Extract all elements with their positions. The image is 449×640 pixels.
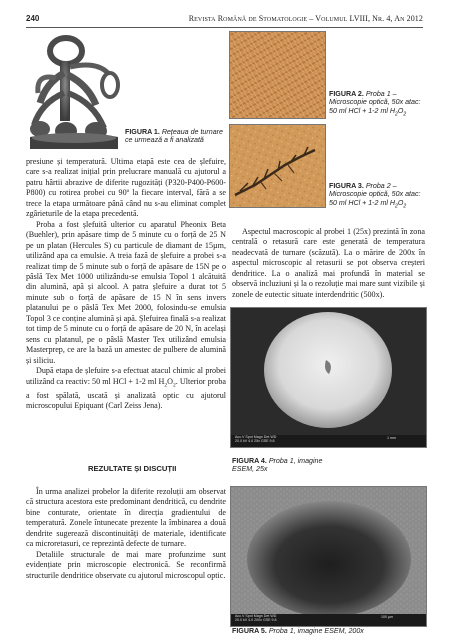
left-p3-o: O	[167, 376, 174, 386]
figure-2-sub: 2	[395, 111, 398, 118]
left-paragraph-3	[26, 366, 226, 411]
figure-4-overlay-line-1: Acc.V Spot Magn Det WD	[235, 435, 277, 439]
left-paragraph-1: presiune și temperatură. Ultima etapă este cea de șlefuire, care s-a realizat inițial prin prelucrare manuală cu ajutorul a patru hârtii abrazive de diferite rugozități (P320-P400-P600-P800) cu rotirea probei cu 90º la fiecare interval, fără a se trece la etapa următoare până când nu s-au eliminat complet zgârieturile de la etapa precedentă.	[26, 157, 226, 219]
figure-5-scale: 100 µm	[381, 615, 394, 619]
figure-3-sub: 2	[395, 203, 398, 210]
left-p3-sub2: 2	[173, 382, 176, 389]
left-column-lower	[26, 487, 226, 581]
figure-3-end: O	[397, 198, 404, 207]
right-paragraph-1: Aspectul macroscopic al probei 1 (25x) prezintă în zona centrală o retasură care este generată de temperatura neadecvată de turnare (scăzută). La o mărire de 200x în aspectul microscopic al retasurii se pot observa creșteri dendritice. La o analiză mai profundă în material se observă incluziuni și la o rezoluție mai mare sunt vizibile și zonele de eutectic situate interdendritic (500x).	[232, 227, 425, 299]
figure-1-label: FIGURA 1.	[125, 128, 160, 136]
left-p3-a: După etapa de șlefuire s-a efectuat atacul chimic al probei utilizând ca reactiv: 50 ml HCl + 1-2 ml H	[26, 366, 226, 386]
figure-2-end: O	[397, 106, 404, 115]
figure-5-text: Proba 1, imagine ESEM, 200x	[268, 627, 364, 635]
header-rule	[26, 27, 423, 28]
figure-1-text: Rețeaua de turnare ce urmează a fi analizată	[125, 128, 223, 145]
left-paragraph-4: În urma analizei probelor la diferite rezoluții am observat că structura acestora este predominant dendritică, cu dendrite bine conturate, orientate în direcția gradientului de temperatură. Zonele întunecate prezente la îmbinarea a două dendrite sugerează discontinuități de materiale, identificate ca microretasuri, ce reprezintă defecte de turnare.	[26, 487, 226, 549]
figure-5-caption	[232, 627, 432, 635]
figure-2-text: Proba 1 – Microscopie optică, 50x atac: 50 ml HCl + 1-2 ml H	[329, 90, 421, 115]
figure-5-overlay-line-2: 20.0 kV 4.0 200x GSE 9.8	[235, 618, 277, 623]
figure-5-overlay-line-1: Acc.V Spot Magn Det WD	[235, 614, 277, 618]
figure-3-sub2: 2	[403, 203, 407, 210]
figure-3-image	[229, 124, 326, 208]
figure-4-caption	[232, 457, 332, 474]
left-p3-end: . Ulterior proba a fost spălată, uscată și analizată optic cu ajutorul microscopului Epiquant (Carl Zeiss Jena).	[26, 376, 227, 411]
figure-3-caption	[329, 182, 425, 211]
figure-2-image	[229, 31, 326, 119]
figure-2-label: FIGURA 2.	[329, 90, 364, 98]
figure-5-label: FIGURA 5.	[232, 627, 267, 635]
figure-4-overlay	[235, 435, 276, 444]
figure-1-caption	[125, 128, 227, 145]
figure-1-image	[26, 33, 122, 153]
left-column-upper	[26, 157, 226, 411]
left-p3-sub: 2	[164, 382, 168, 389]
figure-3-label: FIGURA 3.	[329, 182, 364, 190]
figure-2-caption	[329, 90, 425, 119]
right-column-text	[232, 227, 425, 300]
journal-header: Revista Română de Stomatologie – Volumul LVIII, Nr. 4, An 2012	[188, 14, 423, 23]
figure-4-scale: 1 mm	[387, 436, 396, 440]
figure-4-text: Proba 1, imagine ESEM, 25x	[232, 457, 323, 474]
left-paragraph-5: Detaliile structurale de mai mare profunzime sunt evidențiate prin microscopie electronică. Se reconfirmă structurile dendritice observate cu ajutorul microscopul optic.	[26, 549, 226, 580]
page-number: 240	[26, 14, 40, 23]
figure-3-text: Proba 2 – Microscopie optică, 50x atac: 50 ml HCl + 1-2 ml H	[329, 182, 421, 207]
figure-5-image	[230, 486, 427, 627]
figure-4-image	[230, 307, 427, 448]
figure-4-label: FIGURA 4.	[232, 457, 267, 465]
figure-2-sub2: 2	[403, 111, 407, 118]
figure-4-overlay-line-2: 20.0 kV 4.0 25x GSE 9.8	[235, 439, 275, 444]
section-heading: REZULTATE ȘI DISCUȚII	[88, 464, 177, 473]
left-paragraph-2: Proba a fost șlefuită ulterior cu aparatul Pheonix Beta (Buehler), prin apăsare timp de 5 minute cu o forță de 25 N pe un platan (Hercules S) cu particule de diamant de 15µm, utilizând apa ca emulsie. A treia fază de șlefuire a probei s-a realizat timp de 5 minute sub o forță de apăsare de 15N pe o pâslă Tex Met 1000 utilizându-se emulsia Topol 1 alcătuită din alumină, apă și alcool. A patra șlefuire a durat tot 5 minute sub o forță de apăsare de 15 N în sens invers platanului pe o pâslă Tex Met 2000, folosindu-se emulsia Topol 3 ce conține alumină și apă. Șlefuirea finală s-a realizat tot timp de 5 minute cu o forță de apăsare de 20 N, în același sens cu platanul, pe o pâslă Master Tex utilizând emulsia Masterprep, ce are la bază un amestec de pulbere de alumină și siliciu.	[26, 219, 226, 365]
figure-5-overlay	[235, 614, 277, 623]
